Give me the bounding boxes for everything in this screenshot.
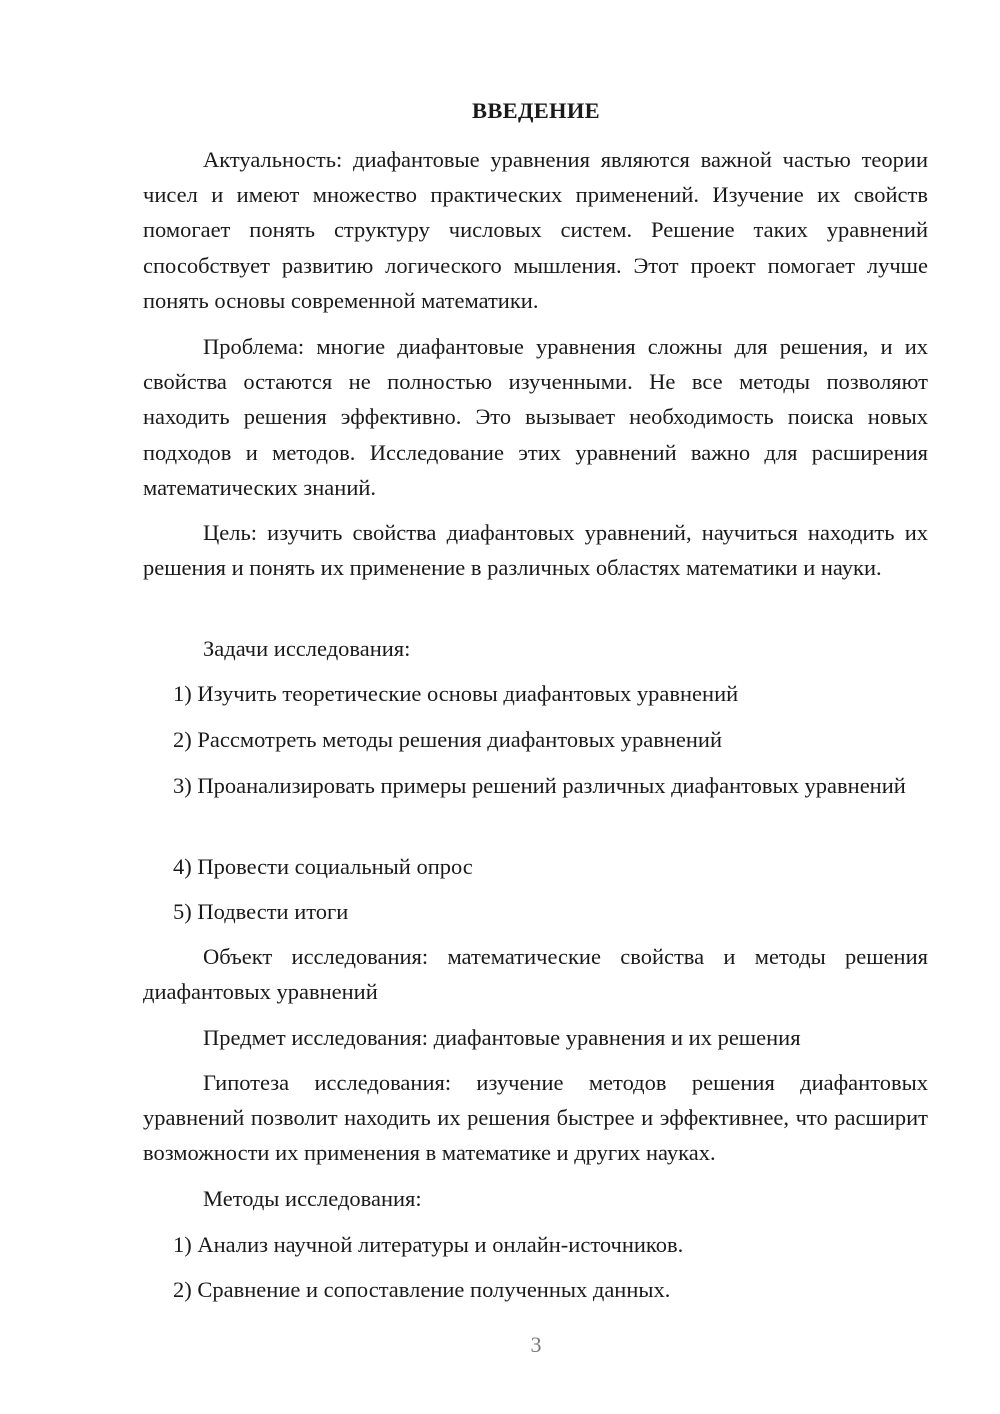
task-item bbox=[143, 722, 928, 757]
goal-text: Цель: изучить свойства диафантовых уравнений, научиться находить их решения и понять их применение в различных областях математики и науки. bbox=[143, 520, 928, 581]
method-item bbox=[143, 1227, 928, 1262]
method-item-text: 2) Сравнение и сопоставление полученных данных. bbox=[173, 1277, 671, 1302]
hypothesis-text: Гипотеза исследования: изучение методов решения диафантовых уравнений позволит находить их решения быстрее и эффективнее, что расширит возможности их применения в математике и других науках. bbox=[143, 1070, 928, 1166]
task-item bbox=[143, 849, 928, 884]
object-paragraph bbox=[143, 939, 928, 1009]
problem-paragraph bbox=[143, 329, 928, 505]
task-item bbox=[143, 894, 928, 929]
task-item-text: 4) Провести социальный опрос bbox=[173, 854, 473, 879]
task-item-text: 1) Изучить теоретические основы диафантовых уравнений bbox=[173, 681, 739, 706]
subject-paragraph bbox=[143, 1020, 928, 1055]
page-title: ВВЕДЕНИЕ bbox=[472, 98, 600, 123]
task-item-text: 2) Рассмотреть методы решения диафантовых уравнений bbox=[173, 727, 722, 752]
task-item-text: 3) Проанализировать примеры решений различных диафантовых уравнений bbox=[173, 773, 906, 798]
tasks-title-block bbox=[143, 631, 928, 666]
method-item bbox=[143, 1272, 928, 1307]
methods-title-block bbox=[143, 1181, 928, 1216]
task-item-text: 5) Подвести итоги bbox=[173, 899, 349, 924]
subject-text: Предмет исследования: диафантовые уравнения и их решения bbox=[203, 1025, 801, 1050]
problem-text: Проблема: многие диафантовые уравнения сложны для решения, и их свойства остаются не полностью изученными. Не все методы позволяют находить решения эффективно. Это вызывает необходимость поиска новых подходов и методов. Исследование этих уравнений важно для расширения математических знаний. bbox=[143, 334, 928, 500]
hypothesis-paragraph bbox=[143, 1065, 928, 1171]
methods-title: Методы исследования: bbox=[203, 1186, 422, 1211]
task-item bbox=[143, 768, 928, 803]
object-text: Объект исследования: математические свойства и методы решения диафантовых уравнений bbox=[143, 944, 928, 1005]
page-number: 3 bbox=[530, 1332, 542, 1357]
relevance-paragraph bbox=[143, 142, 928, 318]
method-item-text: 1) Анализ научной литературы и онлайн-источников. bbox=[173, 1232, 684, 1257]
tasks-title: Задачи исследования: bbox=[203, 636, 411, 661]
relevance-text: Актуальность: диафантовые уравнения являются важной частью теории чисел и имеют множество практических применений. Изучение их свойств помогает понять структуру числовых систем. Решение таких уравнений способствует развитию логического мышления. Этот проект помогает лучше понять основы современной математики. bbox=[143, 147, 928, 313]
goal-paragraph bbox=[143, 515, 928, 585]
task-item bbox=[143, 676, 928, 711]
